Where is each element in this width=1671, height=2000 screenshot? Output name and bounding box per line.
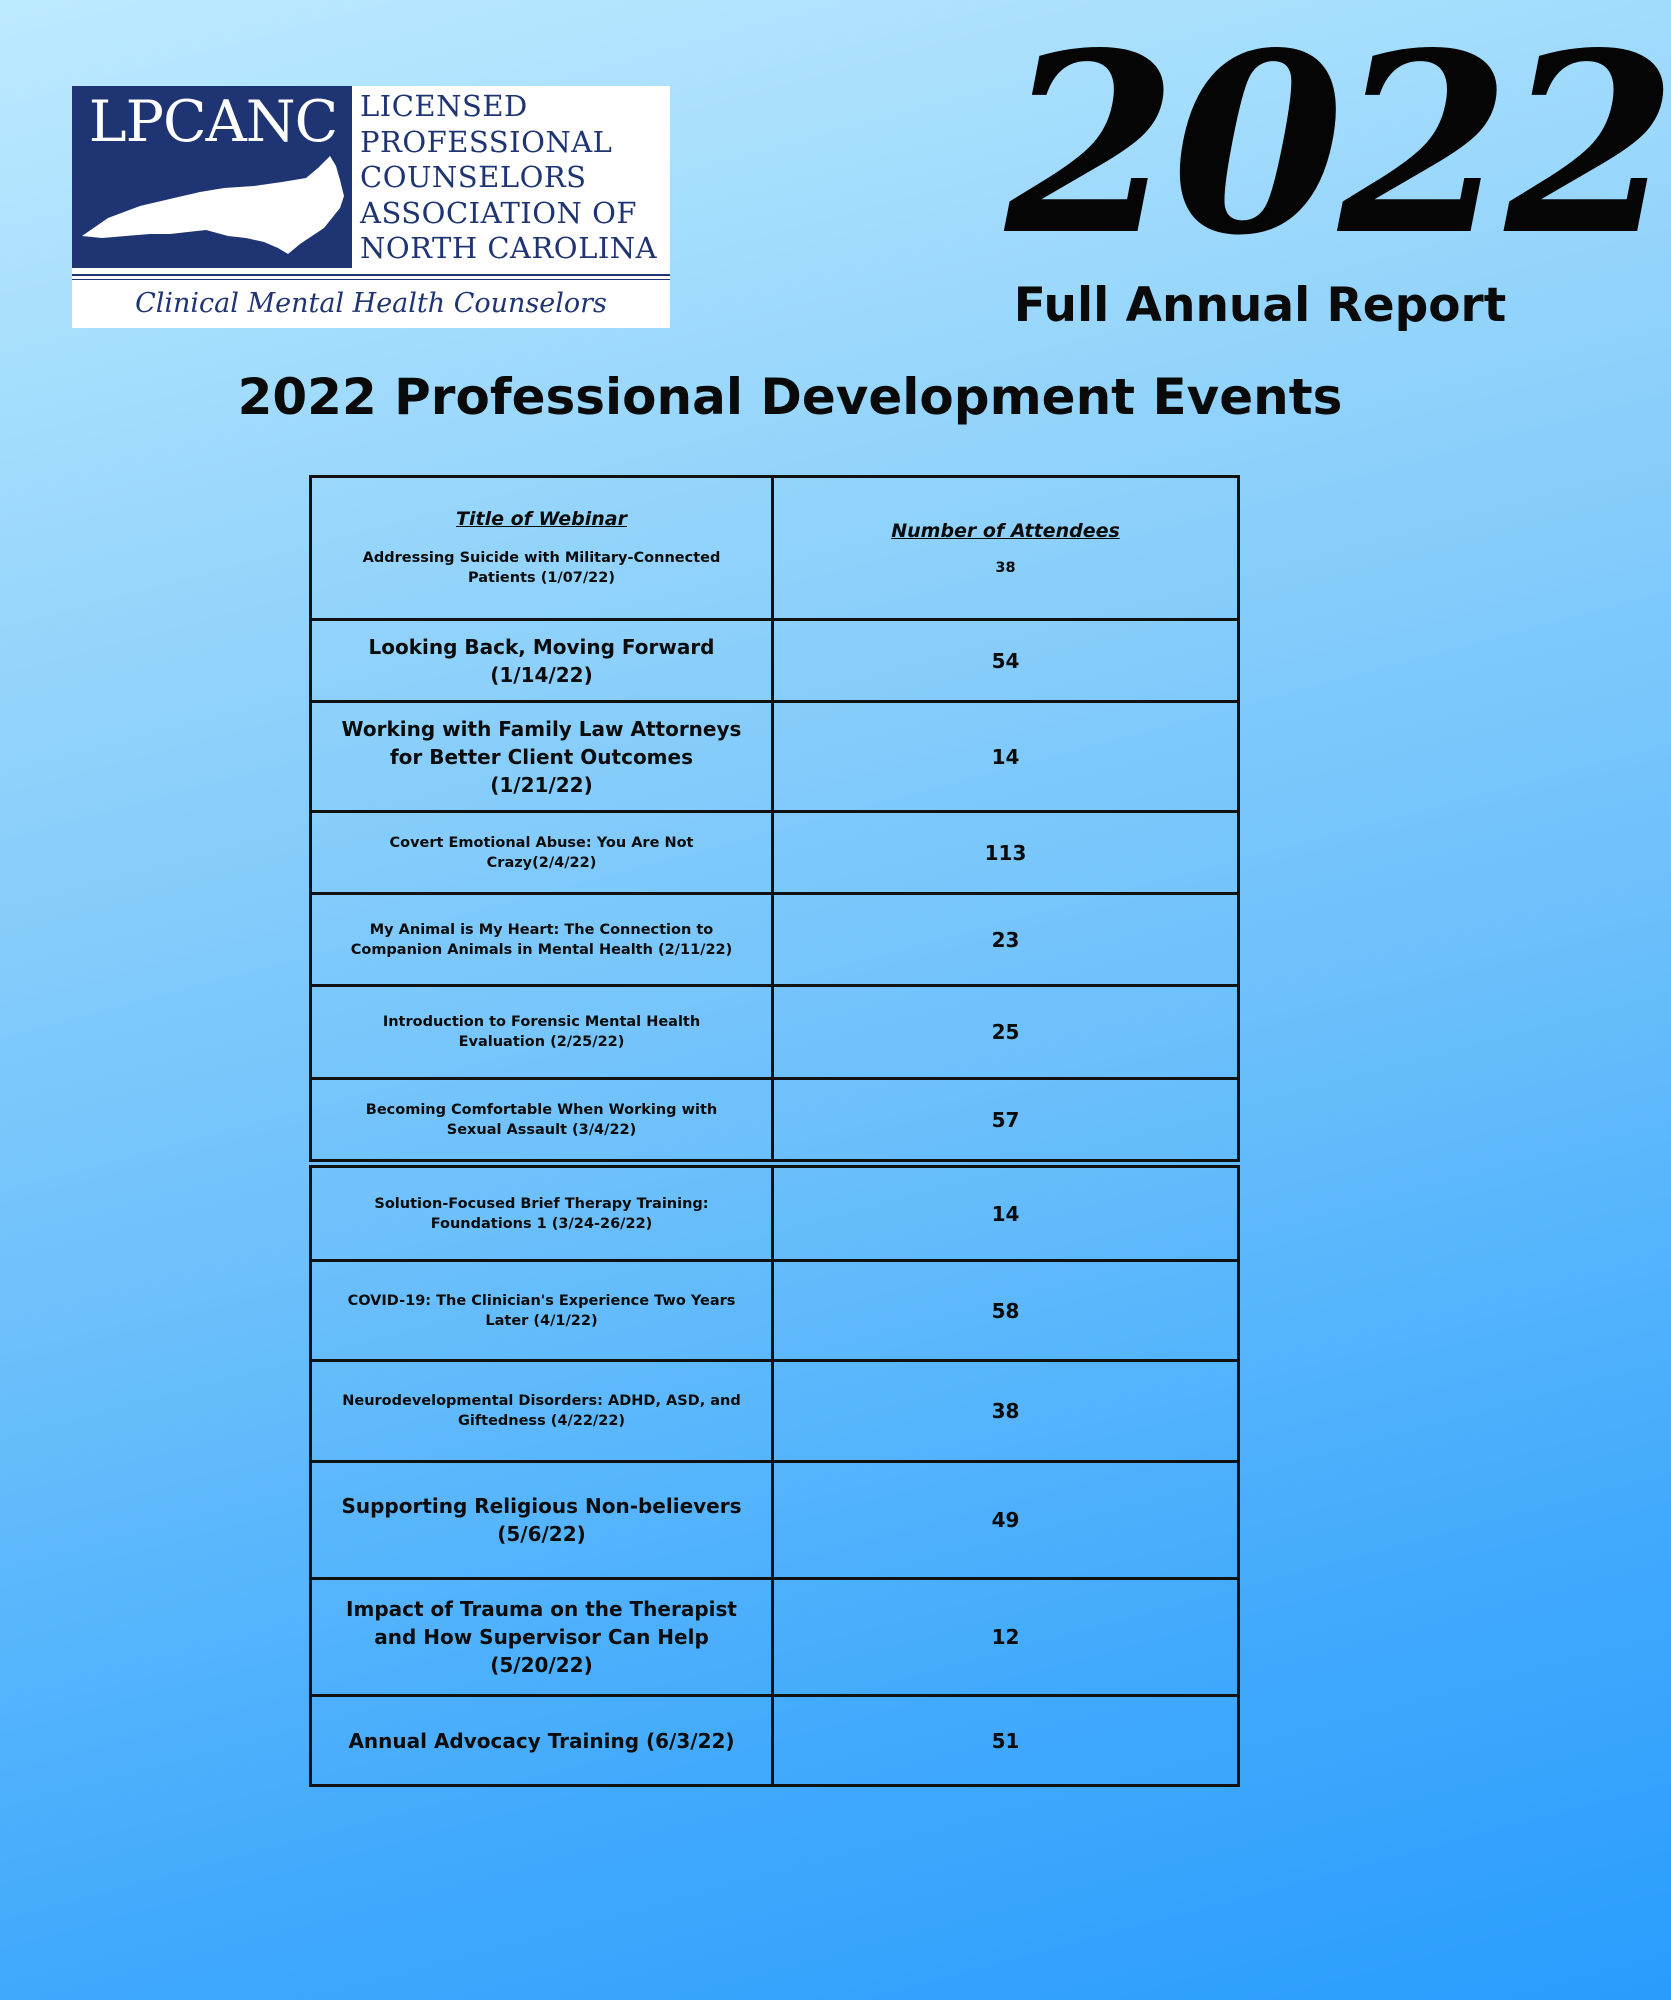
logo-name-line: ASSOCIATION OF xyxy=(360,195,638,230)
table-cell-attendees xyxy=(773,477,1239,620)
attendee-count: 113 xyxy=(773,812,1239,894)
webinar-title: Introduction to Forensic Mental Health Evaluation (2/25/22) xyxy=(311,986,773,1079)
events-table xyxy=(309,475,1240,1787)
webinar-title: Supporting Religious Non-believers (5/6/22) xyxy=(311,1462,773,1579)
table-row xyxy=(311,1164,1239,1261)
logo-tagline: Clinical Mental Health Counselors xyxy=(135,288,607,319)
table-row xyxy=(311,986,1239,1079)
table-row xyxy=(311,702,1239,812)
logo-name-line: COUNSELORS xyxy=(360,160,587,194)
logo-divider xyxy=(72,274,670,276)
logo-divider xyxy=(72,279,670,280)
table-cell-title xyxy=(311,477,773,620)
attendee-count: 38 xyxy=(773,1361,1239,1462)
attendee-count: 51 xyxy=(773,1696,1239,1786)
webinar-title: Addressing Suicide with Military-Connected Patients (1/07/22) xyxy=(362,550,721,586)
webinar-title: Impact of Trauma on the Therapist and How Supervisor Can Help (5/20/22) xyxy=(311,1579,773,1696)
table-row xyxy=(311,1579,1239,1696)
attendee-count: 38 xyxy=(995,560,1016,576)
logo-badge xyxy=(72,86,352,268)
table-row xyxy=(311,1696,1239,1786)
attendee-count: 12 xyxy=(773,1579,1239,1696)
attendee-count: 58 xyxy=(773,1261,1239,1361)
table-row xyxy=(311,1462,1239,1579)
table-row xyxy=(311,812,1239,894)
logo-name-line: NORTH CAROLINA xyxy=(360,231,658,265)
webinar-title: Looking Back, Moving Forward (1/14/22) xyxy=(311,620,773,702)
column-header-title: Title of Webinar xyxy=(456,508,627,530)
attendee-count: 25 xyxy=(773,986,1239,1079)
webinar-title: Covert Emotional Abuse: You Are Not Crazy(2/4/22) xyxy=(311,812,773,894)
attendee-count: 14 xyxy=(773,1164,1239,1261)
logo-name-line: LICENSED xyxy=(360,89,528,123)
webinar-title: Working with Family Law Attorneys for Better Client Outcomes (1/21/22) xyxy=(311,702,773,812)
north-carolina-map-icon xyxy=(78,148,346,260)
report-year: 2022 xyxy=(1005,0,1671,290)
attendee-count: 54 xyxy=(773,620,1239,702)
webinar-title: COVID-19: The Clinician's Experience Two Years Later (4/1/22) xyxy=(311,1261,773,1361)
logo-acronym: LPCANC xyxy=(88,89,338,155)
table-row xyxy=(311,894,1239,986)
webinar-title: Neurodevelopmental Disorders: ADHD, ASD, and Giftedness (4/22/22) xyxy=(311,1361,773,1462)
attendee-count: 14 xyxy=(773,702,1239,812)
attendee-count: 57 xyxy=(773,1079,1239,1164)
table-row xyxy=(311,1361,1239,1462)
table-row xyxy=(311,1079,1239,1164)
logo-organization-name xyxy=(360,89,657,267)
lpcanc-logo xyxy=(72,86,670,328)
table-row xyxy=(311,477,1239,620)
webinar-title: Becoming Comfortable When Working with Sexual Assault (3/4/22) xyxy=(311,1079,773,1164)
table-row xyxy=(311,620,1239,702)
attendee-count: 49 xyxy=(773,1462,1239,1579)
column-header-attendees: Number of Attendees xyxy=(891,520,1120,542)
report-label: Full Annual Report xyxy=(1013,278,1507,333)
page-title: 2022 Professional Development Events xyxy=(237,368,1343,426)
webinar-title: Solution-Focused Brief Therapy Training: Foundations 1 (3/24-26/22) xyxy=(311,1164,773,1261)
table-row xyxy=(311,1261,1239,1361)
attendee-count: 23 xyxy=(773,894,1239,986)
logo-name-line: PROFESSIONAL xyxy=(360,124,613,159)
webinar-title: My Animal is My Heart: The Connection to Companion Animals in Mental Health (2/11/22) xyxy=(311,894,773,986)
webinar-title: Annual Advocacy Training (6/3/22) xyxy=(311,1696,773,1786)
